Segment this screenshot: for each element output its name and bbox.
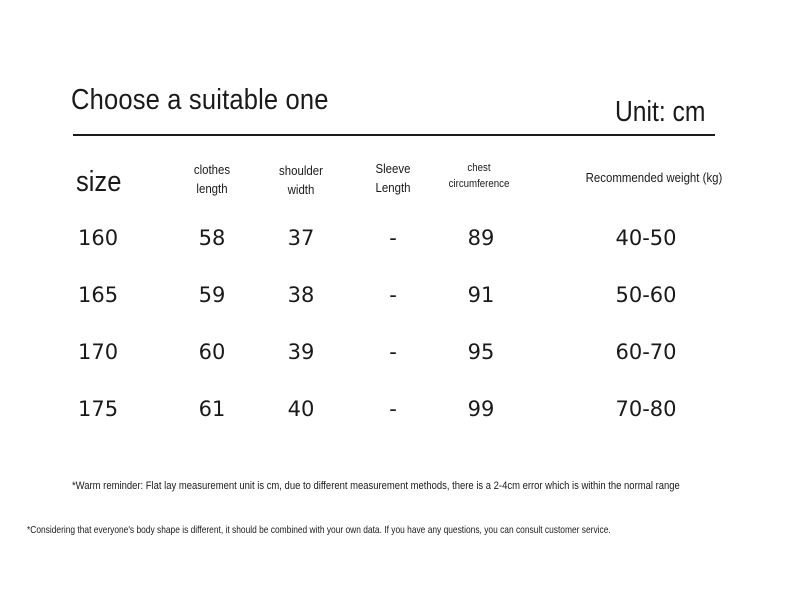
table-cell-length: 58 — [198, 226, 226, 250]
table-cell-weight: 40-50 — [615, 226, 677, 250]
table-cell-length: 60 — [198, 340, 226, 364]
table-cell-sleeve: - — [389, 397, 397, 421]
recommended-weight-header — [586, 168, 723, 187]
table-cell-sleeve: - — [389, 340, 397, 364]
table-cell-shoulder: 39 — [287, 340, 315, 364]
table-cell-size: 175 — [78, 397, 119, 421]
chest-circumference-header-line2: circumference — [448, 178, 510, 190]
shoulder-width-header-line2: width — [287, 182, 315, 197]
table-cell-weight: 50-60 — [615, 283, 677, 307]
shoulder-width-header-line1: shoulder — [279, 163, 323, 178]
table-cell-size: 170 — [78, 340, 119, 364]
table-cell-sleeve: - — [389, 283, 397, 307]
table-cell-length: 61 — [198, 397, 226, 421]
table-cell-weight: 70-80 — [615, 397, 677, 421]
unit-label: Unit: cm — [615, 96, 706, 128]
table-cell-chest: 89 — [467, 226, 495, 250]
chest-circumference-header — [449, 160, 510, 192]
clothes-length-header-line1: clothes — [193, 162, 231, 177]
table-cell-chest: 95 — [467, 340, 495, 364]
sleeve-length-header-line1: Sleeve — [375, 161, 411, 176]
body-shape-note: *Considering that everyone's body shape is different, it should be combined with your own data. If you have any questions, you can consult customer service. — [27, 524, 611, 536]
clothes-length-header — [194, 160, 230, 198]
page-title: Choose a suitable one — [71, 84, 329, 116]
table-cell-sleeve: - — [389, 226, 397, 250]
table-cell-chest: 99 — [467, 397, 495, 421]
table-cell-length: 59 — [198, 283, 226, 307]
clothes-length-header-line2: length — [196, 181, 228, 196]
table-cell-size: 160 — [78, 226, 119, 250]
table-cell-chest: 91 — [467, 283, 495, 307]
sleeve-length-header — [376, 159, 411, 197]
warm-reminder-note: *Warm reminder: Flat lay measurement unit is cm, due to different measurement methods, there is a 2-4cm error which is within the normal range — [72, 480, 680, 492]
shoulder-width-header — [279, 161, 323, 199]
table-cell-weight: 60-70 — [615, 340, 677, 364]
size-column-header: size — [76, 166, 122, 198]
sleeve-length-header-line2: Length — [375, 180, 411, 195]
divider — [73, 134, 715, 136]
chest-circumference-header-line1: chest — [467, 162, 491, 174]
table-cell-shoulder: 40 — [287, 397, 315, 421]
recommended-weight-header-label: Recommended weight (kg) — [585, 170, 723, 185]
table-cell-shoulder: 37 — [287, 226, 315, 250]
table-cell-size: 165 — [78, 283, 119, 307]
table-cell-shoulder: 38 — [287, 283, 315, 307]
